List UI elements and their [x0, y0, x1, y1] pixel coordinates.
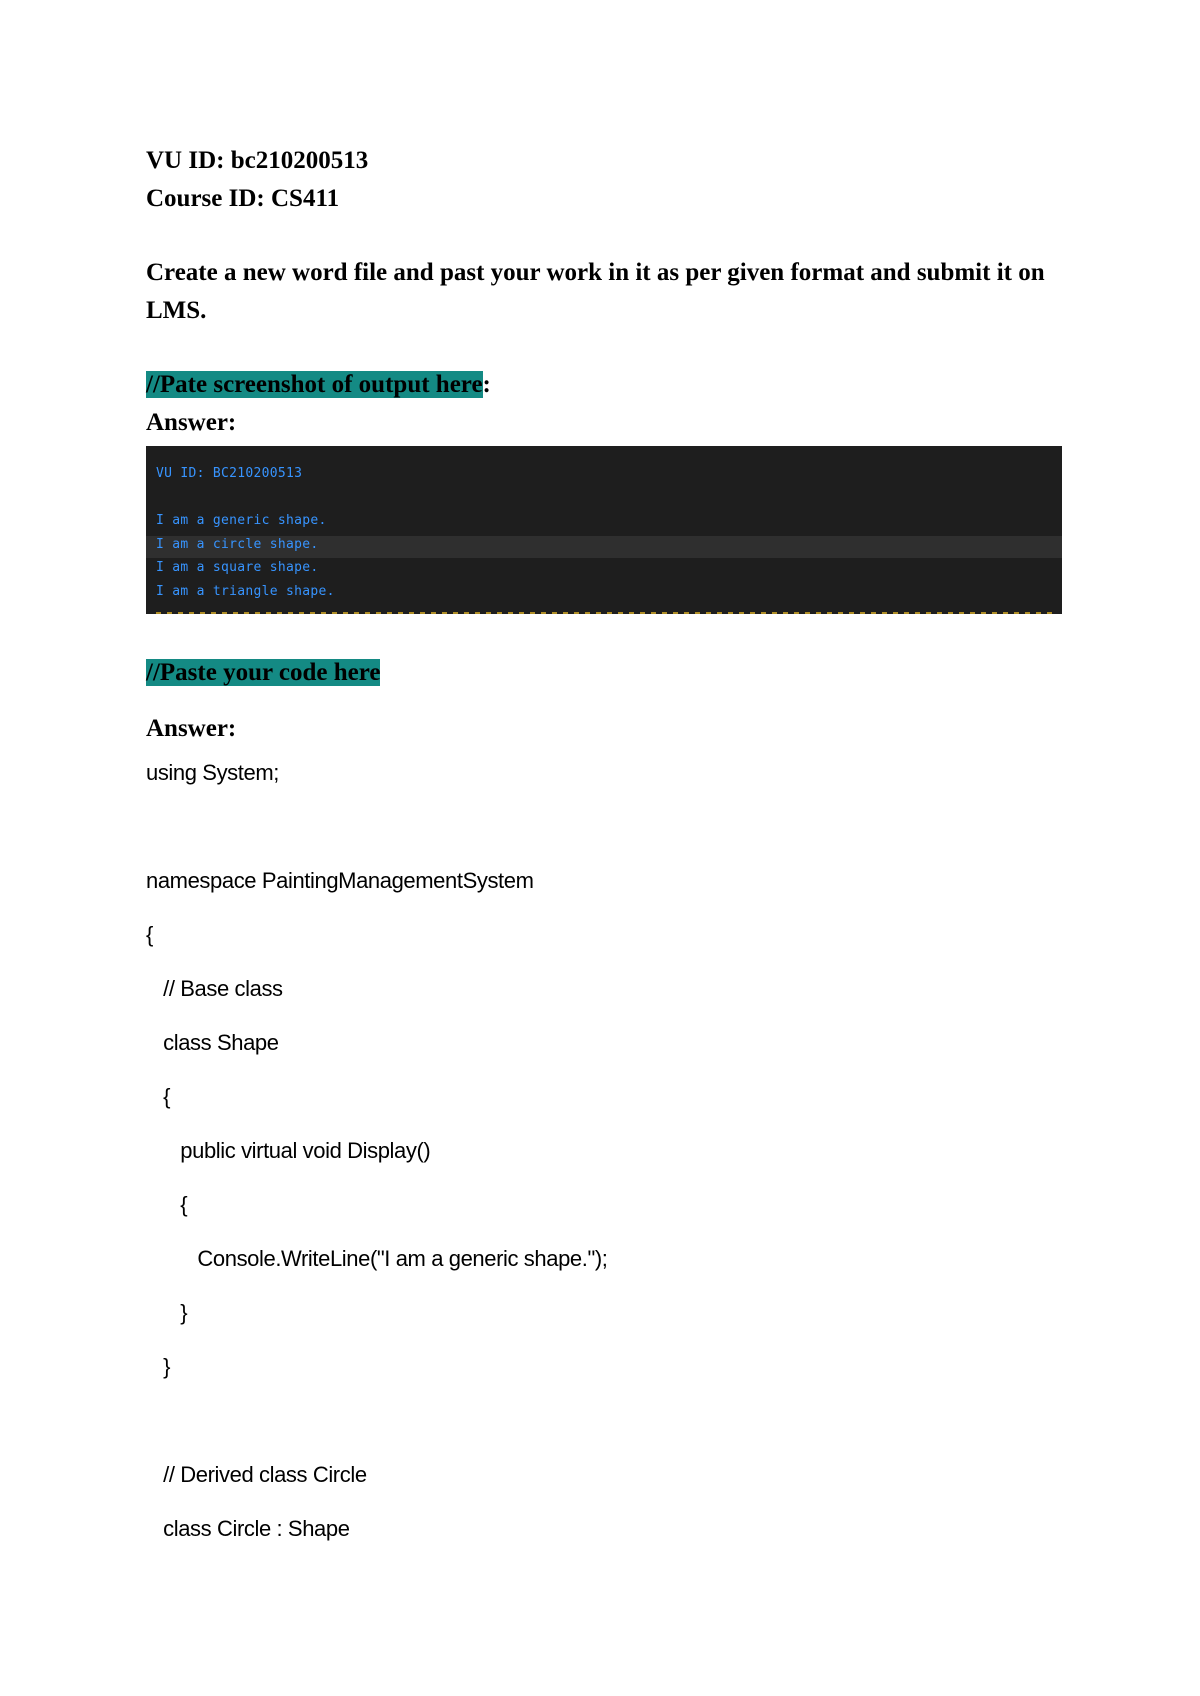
code-line: // Derived class Circle [146, 1462, 367, 1487]
document-page [146, 142, 1106, 1568]
code-block [146, 758, 1106, 1568]
course-id-line: Course ID: CS411 [146, 185, 340, 212]
code-line: } [146, 1300, 188, 1325]
terminal-line: I am a square shape. [156, 560, 319, 575]
code-heading-highlight: //Paste your code here [146, 659, 381, 686]
code-line: class Shape [146, 1030, 279, 1055]
code-line: namespace PaintingManagementSystem [146, 868, 534, 893]
code-line: { [146, 1192, 188, 1217]
code-line: { [146, 922, 153, 947]
code-line: } [146, 1354, 171, 1379]
terminal-line: I am a generic shape. [156, 513, 327, 528]
code-line: public virtual void Display() [146, 1138, 431, 1163]
output-screenshot [146, 446, 1062, 614]
code-line: class Circle : Shape [146, 1516, 350, 1541]
vu-id-line: VU ID: bc210200513 [146, 147, 369, 174]
output-heading [146, 366, 1106, 404]
code-heading [146, 654, 1106, 692]
code-line: // Base class [146, 976, 283, 1001]
code-line [146, 812, 1106, 866]
code-line: { [146, 1084, 171, 1109]
code-line [146, 1406, 1106, 1460]
instruction-text: Create a new word file and past your work in it as per given format and submit it on LMS. [146, 259, 1045, 324]
terminal-line: VU ID: BC210200513 [156, 466, 303, 481]
terminal-line: I am a triangle shape. [156, 584, 335, 599]
terminal-cut-off-line [156, 612, 1056, 614]
code-answer-label: Answer: [146, 715, 237, 742]
output-heading-highlight: //Pate screenshot of output here [146, 371, 483, 398]
code-line: using System; [146, 760, 279, 785]
output-answer-label: Answer: [146, 409, 237, 436]
output-heading-suffix: : [482, 371, 491, 398]
code-line: Console.WriteLine("I am a generic shape."); [146, 1246, 608, 1271]
terminal-line: I am a circle shape. [156, 537, 319, 552]
